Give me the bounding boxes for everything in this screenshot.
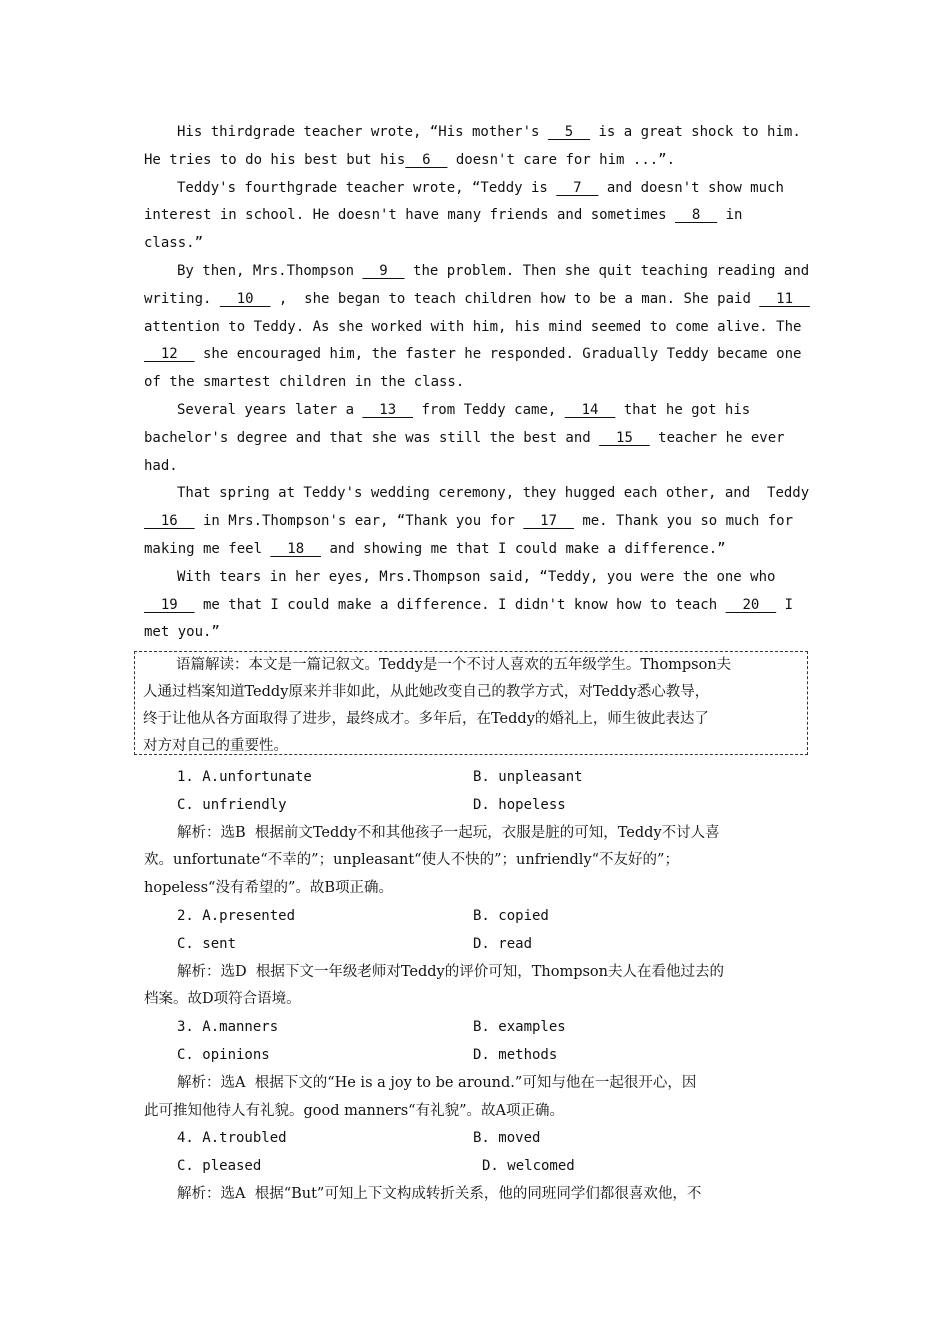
- option-a: 1. A.unfortunate: [177, 769, 312, 785]
- option-d: D. read: [473, 935, 533, 952]
- q2-options-cd: [144, 931, 809, 959]
- para-2-line-2: [144, 202, 809, 230]
- q1-explanation-2: 欢。unfortunate“不幸的”；unpleasant“使人不快的”；unfriendly“不友好的”；: [144, 852, 679, 869]
- q1-options-ab: [144, 764, 809, 792]
- para-1-line-1: [144, 119, 809, 147]
- blank-9: 9: [362, 262, 405, 279]
- text: Several years later a: [177, 401, 363, 418]
- blank-17: 17: [523, 513, 574, 530]
- para-3-line-5: of the smartest children in the class.: [144, 374, 465, 391]
- q1-options-cd: [144, 792, 809, 820]
- passage: [144, 119, 809, 647]
- text: in: [717, 207, 743, 224]
- blank-14: 14: [564, 401, 616, 418]
- para-4-line-2: [144, 425, 809, 453]
- text: and showing me that I could make a difference.”: [321, 540, 726, 557]
- note-line-1: 语篇解读：本文是一篇记叙文。Teddy是一个不讨人喜欢的五年级学生。Thompson夫: [176, 657, 732, 673]
- option-c: C. sent: [177, 935, 237, 952]
- blank-19: 19: [144, 596, 195, 613]
- para-5-line-1: That spring at Teddy's wedding ceremony, they hugged each other, and Teddy: [177, 485, 810, 502]
- blank-7: 7: [556, 179, 599, 196]
- text: teacher he ever: [649, 429, 785, 446]
- q4-options-cd: [144, 1153, 809, 1181]
- para-3-line-1: [144, 258, 809, 286]
- option-c: C. unfriendly: [177, 796, 287, 813]
- blank-10: 10: [219, 290, 271, 307]
- text: writing.: [144, 290, 220, 307]
- q2-options-ab: [144, 903, 809, 931]
- blank-11: 11: [759, 290, 810, 307]
- blank-12: 12: [144, 346, 195, 363]
- para-2-line-3: class.”: [144, 235, 204, 252]
- para-5-line-2: [144, 508, 809, 536]
- q2-explanation-1: 解析：选D 根据下文一年级老师对Teddy的评价可知，Thompson夫人在看他过去的: [177, 963, 725, 980]
- blank-16: 16: [144, 513, 195, 530]
- text: making me feel: [144, 540, 271, 557]
- para-5-line-3: [144, 536, 809, 564]
- option-a: 4. A.troubled: [177, 1130, 287, 1147]
- para-4-line-1: [144, 397, 809, 425]
- q4-explanation-1: 解析：选A 根据“But”可知上下文构成转折关系，他的同班同学们都很喜欢他，不: [177, 1185, 702, 1202]
- text: and doesn't show much: [598, 179, 784, 196]
- note-line-3: 终于让他从各方面取得了进步，最终成才。多年后，在Teddy的婚礼上，师生彼此表达了: [143, 711, 709, 727]
- q4-options-ab: [144, 1125, 809, 1153]
- note-line-4: 对方对自己的重要性。: [143, 738, 288, 754]
- q3-options-cd: [144, 1042, 809, 1070]
- option-c: C. pleased: [177, 1158, 262, 1175]
- text: from Teddy came,: [413, 401, 565, 418]
- q3-explanation-2: 此可推知他待人有礼貌。good manners“有礼貌”。故A项正确。: [144, 1102, 564, 1119]
- blank-5: 5: [547, 124, 591, 140]
- para-6-line-2: [144, 592, 809, 620]
- para-3-line-3: attention to Teddy. As she worked with him, his mind seemed to come alive. The: [144, 318, 802, 335]
- text: me that I could make a difference. I didn't know how to teach: [194, 596, 726, 613]
- option-a: 2. A.presented: [177, 907, 296, 924]
- para-2-line-1: [144, 175, 809, 203]
- option-c: C. opinions: [177, 1046, 270, 1063]
- text: in Mrs.Thompson's ear, “Thank you for: [194, 513, 524, 530]
- text: doesn't care for him ...”.: [447, 151, 676, 168]
- para-6-line-3: met you.”: [144, 624, 220, 641]
- text: interest in school. He doesn't have many friends and sometimes: [144, 207, 676, 224]
- passage-analysis-box: [134, 651, 808, 755]
- text: bachelor's degree and that she was still the best and: [144, 429, 600, 446]
- text: she encouraged him, the faster he responded. Gradually Teddy became one: [194, 346, 802, 363]
- q1-explanation-1: 解析：选B 根据前文Teddy不和其他孩子一起玩，衣服是脏的可知，Teddy不讨人喜: [177, 824, 720, 841]
- para-1-line-2: [144, 147, 809, 175]
- text: me. Thank you so much for: [573, 513, 794, 530]
- option-d: D. methods: [473, 1046, 558, 1063]
- para-3-line-2: [144, 286, 809, 314]
- para-3-line-4: [144, 341, 809, 369]
- text: His thirdgrade teacher wrote, “His mother's: [177, 124, 548, 140]
- option-b: B. examples: [473, 1019, 566, 1036]
- questions: [144, 764, 809, 1209]
- q1-explanation-3: hopeless“没有希望的”。故B项正确。: [144, 880, 394, 897]
- option-d: D. hopeless: [473, 796, 566, 813]
- note-line-2: 人通过档案知道Teddy原来并非如此，从此她改变自己的教学方式，对Teddy悉心教导，: [143, 684, 710, 700]
- option-d: D. welcomed: [482, 1158, 575, 1175]
- text: that he got his: [615, 401, 751, 418]
- option-b: B. moved: [473, 1130, 541, 1147]
- q3-explanation-1: 解析：选A 根据下文的“He is a joy to be around.”可知与他在一起很开心，因: [177, 1074, 697, 1091]
- text: I: [776, 596, 794, 613]
- text: Teddy's fourthgrade teacher wrote, “Teddy is: [177, 179, 557, 196]
- text: By then, Mrs.Thompson: [177, 262, 363, 279]
- blank-18: 18: [270, 540, 322, 557]
- text: , she began to teach children how to be a man. She paid: [270, 290, 760, 307]
- blank-20: 20: [725, 596, 777, 613]
- q3-options-ab: [144, 1014, 809, 1042]
- blank-6: 6: [405, 151, 448, 168]
- blank-15: 15: [599, 429, 650, 446]
- text: the problem. Then she quit teaching reading and: [404, 262, 810, 279]
- text: He tries to do his best but his: [144, 151, 406, 168]
- option-b: B. unpleasant: [473, 769, 583, 785]
- option-b: B. copied: [473, 907, 549, 924]
- blank-13: 13: [362, 401, 414, 418]
- option-a: 3. A.manners: [177, 1019, 279, 1036]
- blank-8: 8: [675, 207, 718, 224]
- text: is a great shock to him.: [590, 124, 801, 140]
- para-4-line-3: had.: [144, 457, 178, 474]
- q2-explanation-2: 档案。故D项符合语境。: [144, 991, 301, 1008]
- para-6-line-1: With tears in her eyes, Mrs.Thompson said, “Teddy, you were the one who: [177, 568, 776, 585]
